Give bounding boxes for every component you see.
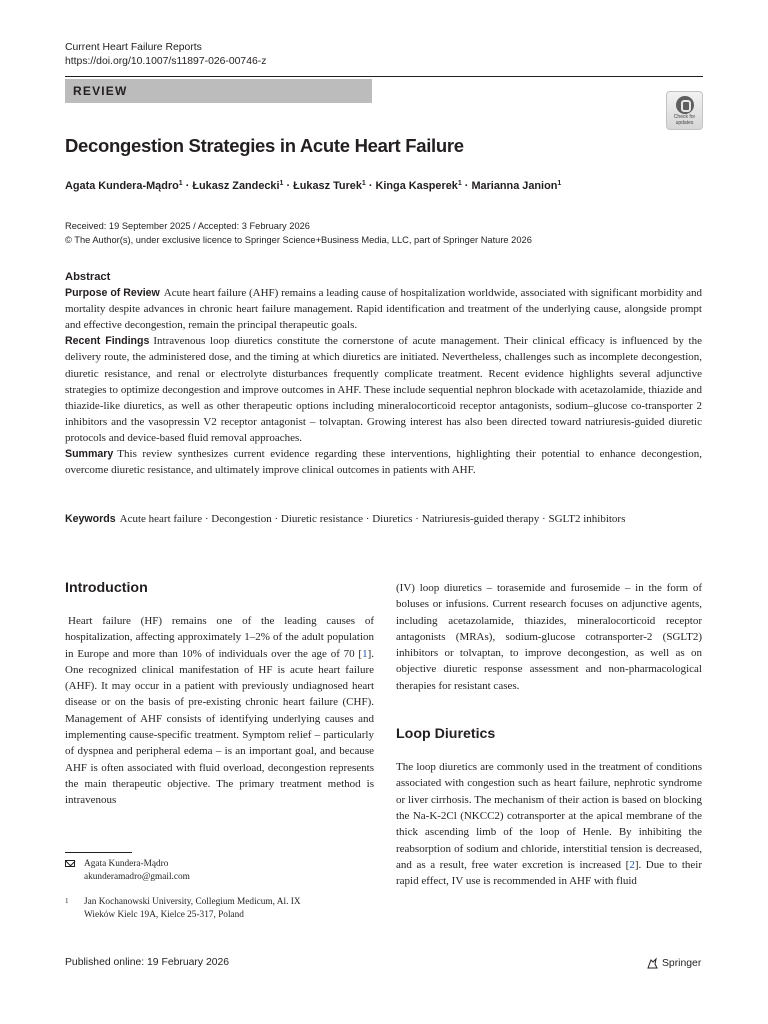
affiliation: 1 Jan Kochanowski University, Collegium Medicum, Al. IX Wieków Kielc 19A, Kielce 25-317, Poland	[65, 897, 301, 920]
doi-link[interactable]: https://doi.org/10.1007/s11897-026-00746-z	[65, 56, 267, 67]
abstract-findings: Recent Findings Intravenous loop diuretics constitute the cornerstone of acute management. Their clinical efficacy is influenced by the delivery route, the administered dose, and the timing at which diuretics are initiated. Nevertheless, challenges such as incomplete decongestion, diuretic resistance, and renal or electrolyte disturbances frequently complicate treatment. Recent evidence highlights several adjunctive strategies to optimize decongestion and improve outcomes in AHF. These include sequential nephron blockade with acetazolamide, thiazide and thiazide-like diuretics, as well as other therapeutic options including mineralocorticoid receptor antagonists, sodium–glucose co-transporter 2 inhibitors and the vasopressin V2 receptor antagonist – tolvaptan. Growing interest has also been directed toward natriuresis-guided diuretic protocols and device-based fluid removal approaches.	[65, 335, 702, 444]
article-dates	[65, 220, 532, 247]
header-rule	[65, 76, 703, 77]
author-name[interactable]: Marianna Janion	[471, 180, 558, 192]
check-updates-icon	[676, 96, 694, 114]
abstract-purpose: Purpose of Review Acute heart failure (AHF) remains a leading cause of hospitalization worldwide, associated with significant morbidity and mortality despite advances in chronic heart failure management. Rapid identification and treatment of the underlying cause, alongside prompt and effective decongestion, remain the principal therapeutic goals.	[65, 287, 703, 332]
corresponding-author	[65, 858, 365, 884]
received-accepted: Received: 19 September 2025 / Accepted: 3 February 2026	[65, 221, 310, 231]
abstract-heading: Abstract	[65, 271, 111, 283]
article-title: Decongestion Strategies in Acute Heart Failure	[65, 135, 464, 156]
intro-paragraph: Heart failure (HF) remains one of the leading causes of hospitalization, affecting approximately 1–2% of the adult population in Europe and more than 10% of individuals over the age of 70 [1]. One recognized clinical manifestation of HF is acute heart failure (AHF). It may occur in a patient with previously undiagnosed heart disease or on the basis of pre-existing chronic heart failure (CHF). Management of AHF consists of identifying underlying causes and implementing cause-specific treatment. Symptom relief – particularly of dyspnea and peripheral edema – is an important goal, and because AHF is often associated with fluid overload, decongestion represents the main therapeutic objective. The primary treatment method is intravenous	[65, 615, 374, 807]
corresponding-name: Agata Kundera-Mądro	[84, 859, 169, 869]
copyright-line: © The Author(s), under exclusive licence to Springer Science+Business Media, LLC, part of Springer Nature 2026	[65, 234, 532, 245]
abstract-summary: Summary This review synthesizes current evidence regarding these interventions, highlighting their potential to enhance decongestion, overcome diuretic resistance, and ultimately improve clinical outcomes in patients with AHF.	[65, 448, 702, 477]
author-name[interactable]: Kinga Kasperek	[375, 180, 458, 192]
journal-header	[65, 41, 266, 69]
footnotes	[65, 858, 365, 922]
section-heading-loop-diuretics: Loop Diuretics	[396, 726, 496, 743]
journal-name: Current Heart Failure Reports	[65, 42, 202, 53]
published-online: Published online: 19 February 2026	[65, 957, 230, 968]
envelope-icon	[65, 860, 75, 867]
publisher-logo: Springer	[646, 957, 701, 970]
check-for-updates-badge[interactable]: Check for updates	[666, 91, 703, 130]
author-name[interactable]: Agata Kundera-Mądro	[65, 180, 179, 192]
author-list: Agata Kundera-Mądro$^1$ · Łukasz Zandecki$^1$ · Łukasz Turek$^1$ · Kinga Kasperek$^1$ · Marianna Janion$^1$	[65, 180, 562, 192]
body-column-left	[65, 580, 374, 809]
loop-diuretics-paragraph: The loop diuretics are commonly used in the treatment of conditions associated with congestion such as heart failure, nephrotic syndrome or liver cirrhosis. The mechanism of their action is based on blocking the Na-K-2Cl (NKCC2) cotransporter at the apical membrane of the thick ascending limb of the loop of Henle. By inhibiting the reabsorption of sodium and chloride, interstitial tension is decreased, and as a result, free water excretion is increased [2]. Due to their rapid effect, IV use is recommended in AHF with fluid	[396, 761, 703, 888]
author-name[interactable]: Łukasz Zandecki	[192, 180, 280, 192]
citation-link[interactable]: 2	[629, 858, 635, 871]
intro-paragraph-continued: (IV) loop diuretics – torasemide and furosemide – in the form of boluses or infusions. Current research focuses on adjunctive agents, including acetazolamide, thiazides, mineralocorticoid receptor antagonists (MRAs), sodium-glucose cotransporter-2 (SGLT2) inhibitors or tolvaptan, to improve decongestion, as well as on objective diuretic response assessment and non-pharmacological therapies for resistant cases.	[396, 582, 702, 692]
body-column-right	[396, 580, 702, 889]
footnote-rule	[65, 852, 132, 853]
citation-link[interactable]: 1	[362, 647, 368, 660]
keywords-text: Acute heart failure · Decongestion · Diuretic resistance · Diuretics · Natriuresis-guided therapy · SGLT2 inhibitors	[119, 513, 626, 525]
keywords	[65, 511, 705, 527]
author-name[interactable]: Łukasz Turek	[293, 180, 362, 192]
abstract	[65, 269, 702, 478]
keywords-label: Keywords	[65, 513, 116, 525]
corresponding-email[interactable]: akunderamadro@gmail.com	[84, 872, 190, 882]
springer-horse-icon	[646, 957, 659, 970]
section-heading-introduction: Introduction	[65, 580, 148, 596]
article-type-band: REVIEW	[65, 79, 372, 103]
